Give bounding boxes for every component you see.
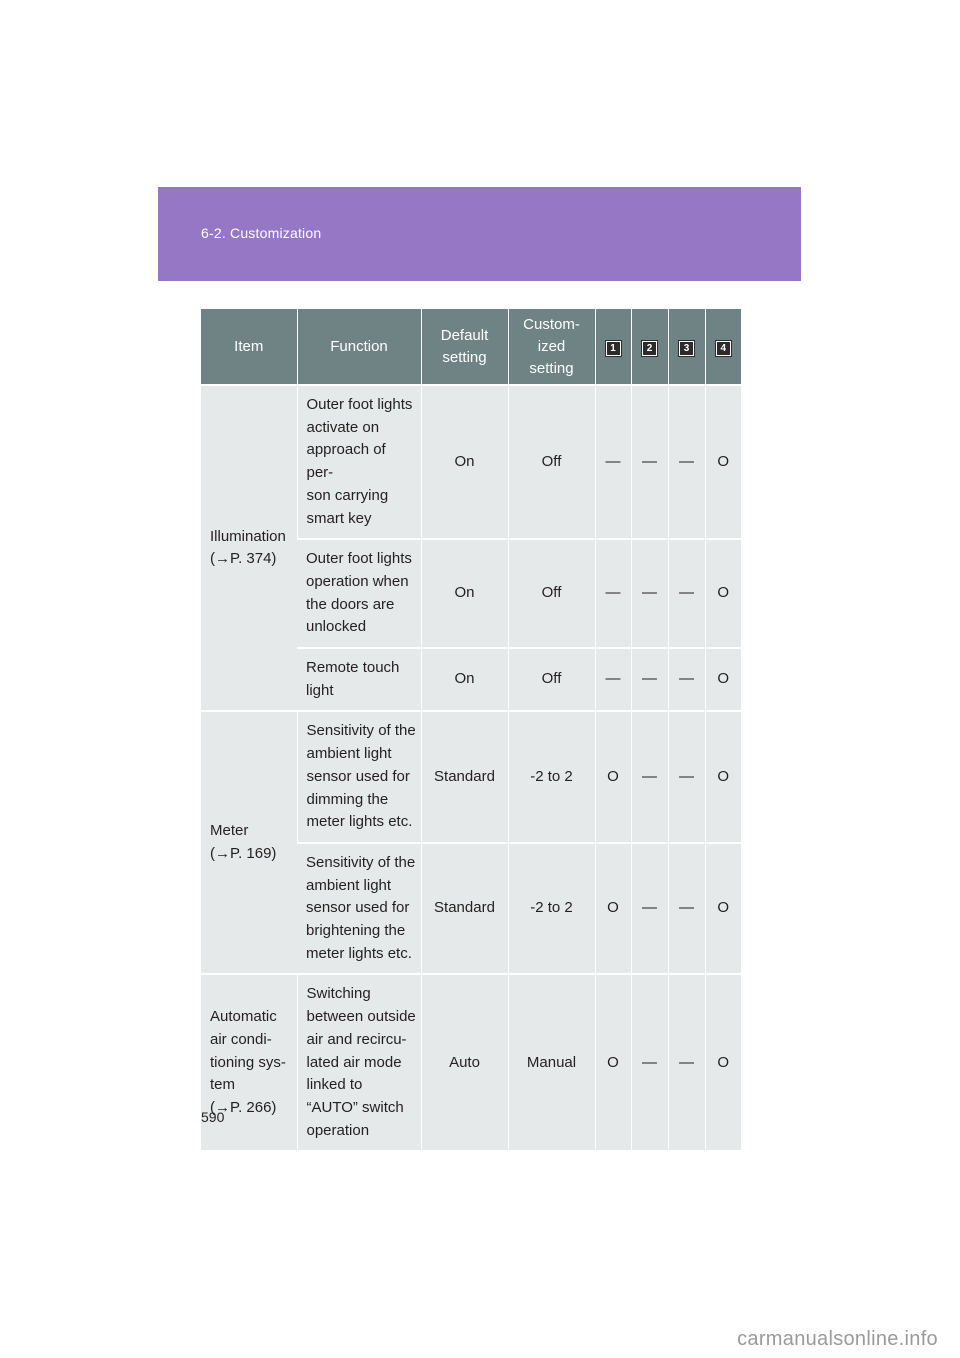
function-cell: Outer foot lights operation when the doors are unlocked [297,539,421,648]
function-cell: Outer foot lights activate on approach of per- son carrying smart key [297,385,421,539]
table-header-row [201,309,741,385]
customized-cell: Off [508,539,595,648]
mark-cell-2: — [631,385,668,539]
mark-cell-1: — [595,648,631,711]
customized-cell: Off [508,648,595,711]
default-cell: Standard [421,711,508,843]
customized-cell: Off [508,385,595,539]
mark-cell-1: O [595,711,631,843]
default-cell: On [421,648,508,711]
customized-cell: -2 to 2 [508,843,595,975]
header-function: Function [297,309,421,385]
mark-cell-2: — [631,711,668,843]
default-cell: Standard [421,843,508,975]
header-default-setting: Default setting [421,309,508,385]
mark-cell-1: — [595,385,631,539]
header-col-4 [705,309,741,385]
mark-cell-3: — [668,385,705,539]
customized-cell: -2 to 2 [508,711,595,843]
function-cell: Switching between outside air and recircu- lated air mode linked to “AUTO” switch operation [297,974,421,1150]
mark-cell-4: O [705,843,741,975]
mark-cell-2: — [631,648,668,711]
function-cell: Remote touch light [297,648,421,711]
mark-cell-4: O [705,648,741,711]
mark-cell-3: — [668,648,705,711]
number-1-icon: 1 [606,341,621,356]
function-cell: Sensitivity of the ambient light sensor used for dimming the meter lights etc. [297,711,421,843]
mark-cell-2: — [631,843,668,975]
default-cell: On [421,385,508,539]
number-4-icon: 4 [716,341,731,356]
mark-cell-2: — [631,974,668,1150]
header-item: Item [201,309,297,385]
customization-table [201,309,741,1150]
section-header-band [158,187,801,281]
mark-cell-3: — [668,974,705,1150]
item-cell: Illumination (→P. 374) [201,385,297,711]
mark-cell-3: — [668,539,705,648]
mark-cell-4: O [705,385,741,539]
mark-cell-1: O [595,843,631,975]
item-cell: Automatic air condi- tioning sys- tem (→P. 266) [201,974,297,1150]
mark-cell-2: — [631,539,668,648]
item-cell: Meter (→P. 169) [201,711,297,974]
mark-cell-1: — [595,539,631,648]
mark-cell-1: O [595,974,631,1150]
table-row [201,711,741,843]
mark-cell-4: O [705,711,741,843]
watermark: carmanualsonline.info [737,1328,938,1350]
mark-cell-4: O [705,974,741,1150]
header-col-2 [631,309,668,385]
mark-cell-3: — [668,843,705,975]
default-cell: Auto [421,974,508,1150]
function-cell: Sensitivity of the ambient light sensor used for brightening the meter lights etc. [297,843,421,975]
header-customized-setting: Custom- ized setting [508,309,595,385]
header-col-1 [595,309,631,385]
table-row [201,974,741,1150]
header-col-3 [668,309,705,385]
number-2-icon: 2 [642,341,657,356]
number-3-icon: 3 [679,341,694,356]
mark-cell-3: — [668,711,705,843]
mark-cell-4: O [705,539,741,648]
customized-cell: Manual [508,974,595,1150]
section-title: 6-2. Customization [201,225,322,241]
page-number: 590 [201,1109,225,1125]
default-cell: On [421,539,508,648]
table-row [201,385,741,539]
